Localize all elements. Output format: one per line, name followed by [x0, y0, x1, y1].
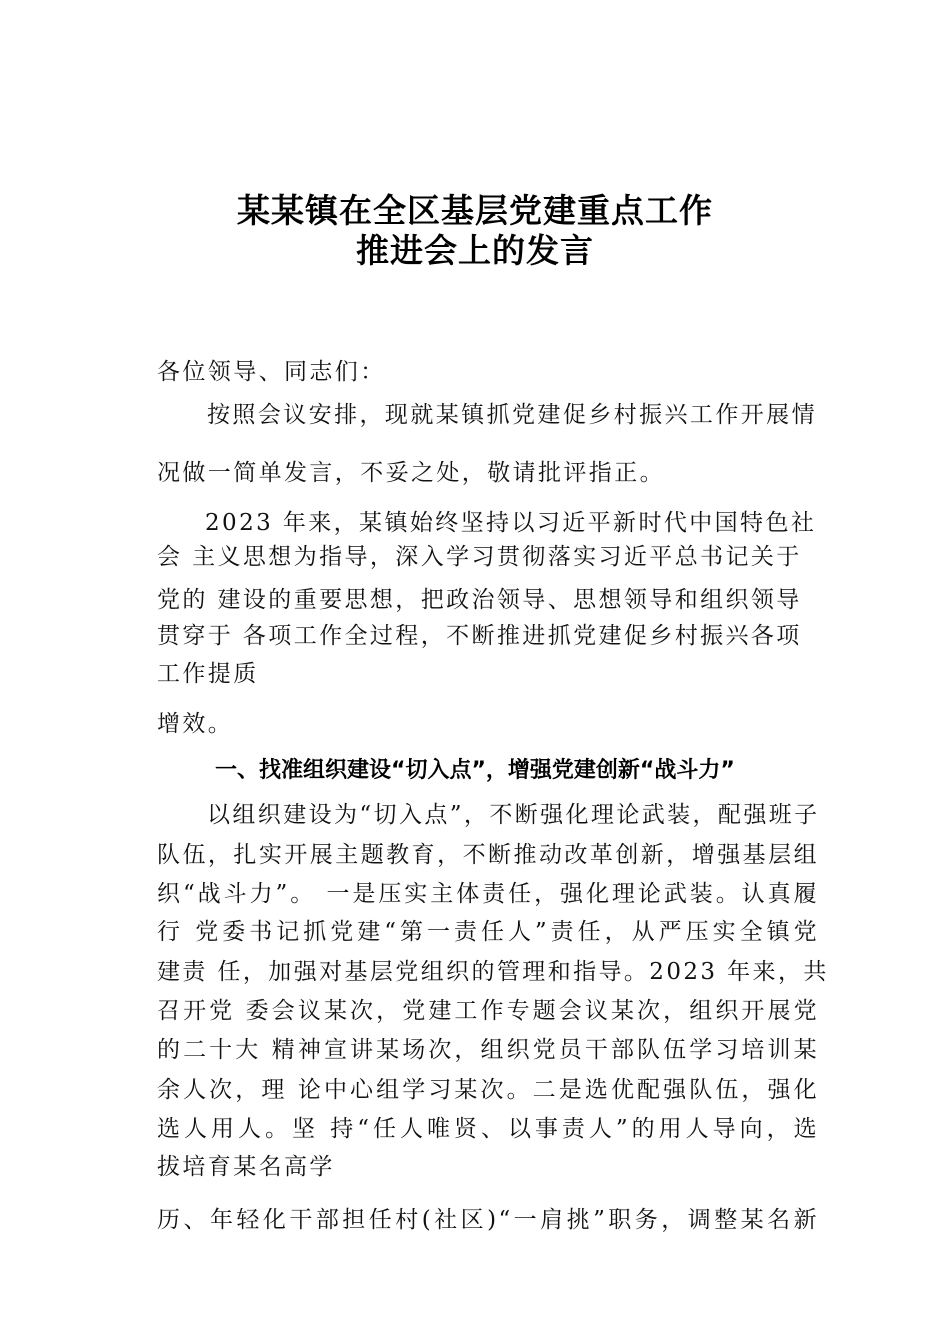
- intro-line-2: 况做一简单发言，不妥之处，敬请批评指正。: [157, 460, 665, 486]
- section-1-line-10: 拔培育某名高学: [157, 1154, 335, 1180]
- section-1-line-8: 余人次，理 论中心组学习某次。二是选优配强队伍，强化: [157, 1077, 819, 1103]
- document-title-line-2: 推进会上的发言: [356, 231, 594, 270]
- section-1-heading: 一、找准组织建设“切入点”，增强党建创新“战斗力”: [215, 758, 735, 783]
- salutation: 各位领导、同志们：: [157, 359, 386, 385]
- section-1-line-9: 选人用人。坚 持“任人唯贤、以事责人”的用人导向，选: [157, 1116, 819, 1142]
- section-1-line-5: 建责 任，加强对基层党组织的管理和指导。2023 年来，共: [157, 959, 829, 985]
- overview-line-5: 工作提质: [157, 661, 259, 687]
- overview-line-2: 会 主义思想为指导，深入学习贯彻落实习近平总书记关于: [157, 544, 802, 570]
- overview-line-4: 贯穿于 各项工作全过程，不断推进抓党建促乡村振兴各项: [157, 623, 802, 649]
- section-1-line-1: 以组织建设为“切入点”，不断强化理论武装，配强班子: [207, 802, 820, 828]
- section-1-line-3: 织“战斗力”。 一是压实主体责任，强化理论武装。认真履: [157, 881, 819, 907]
- overview-line-1: 2023 年来，某镇始终坚持以习近平新时代中国特色社: [205, 510, 817, 536]
- section-1-line-6: 召开党 委会议某次，党建工作专题会议某次，组织开展党: [157, 998, 819, 1024]
- section-1-line-11: 历、年轻化干部担任村(社区)“一肩挑”职务，调整某名新: [157, 1207, 819, 1233]
- section-1-line-2: 队伍，扎实开展主题教育，不断推动改革创新，增强基层组: [157, 842, 819, 868]
- section-1-line-7: 的二十大 精神宣讲某场次，组织党员干部队伍学习培训某: [157, 1037, 819, 1063]
- document-title-line-1: 某某镇在全区基层党建重点工作: [237, 191, 713, 230]
- intro-line-1: 按照会议安排，现就某镇抓党建促乡村振兴工作开展情: [207, 402, 817, 428]
- overview-line-6: 增效。: [157, 711, 234, 737]
- overview-line-3: 党的 建设的重要思想，把政治领导、思想领导和组织领导: [157, 587, 802, 613]
- section-1-line-4: 行 党委书记抓党建“第一责任人”责任，从严压实全镇党: [157, 919, 819, 945]
